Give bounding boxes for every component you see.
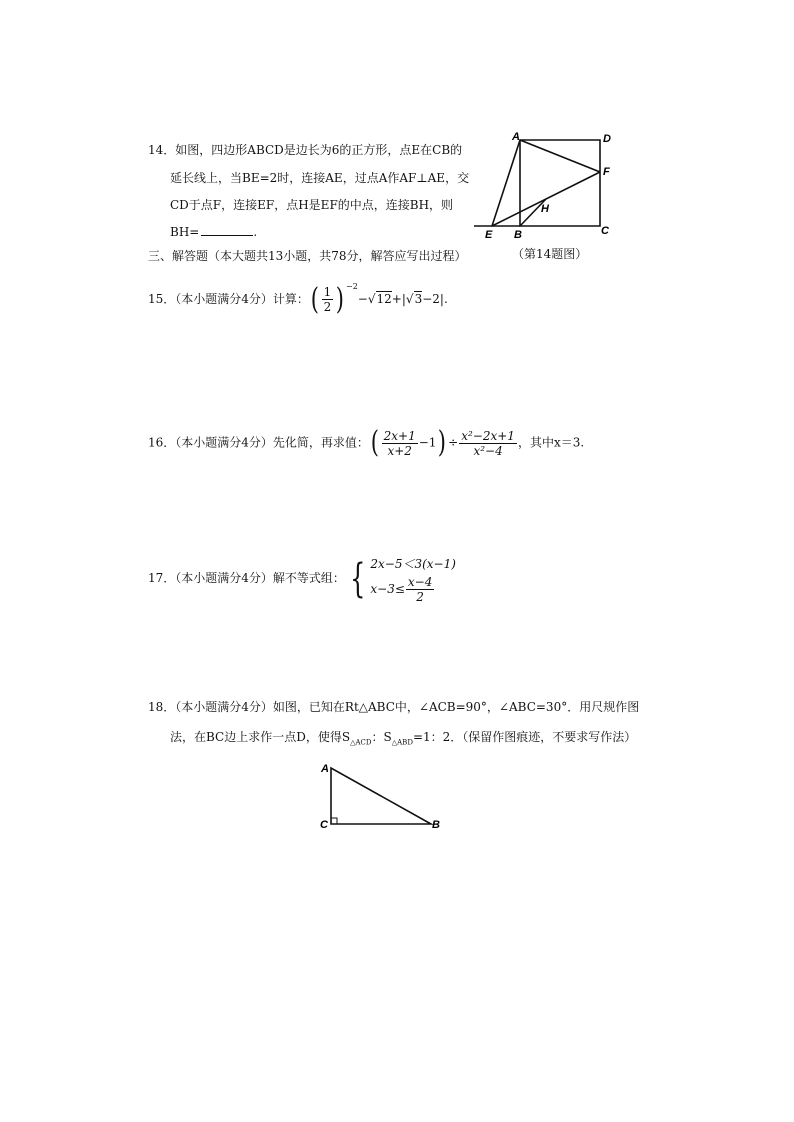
label-e: E	[485, 229, 493, 240]
label-a: A	[512, 131, 520, 143]
label-d: D	[603, 133, 611, 145]
label-b: B	[514, 229, 522, 240]
q17-ineq2-den: 2	[416, 590, 424, 604]
q15-minus: −	[357, 292, 368, 306]
label-c: C	[320, 819, 328, 831]
q15-number: 15．	[148, 292, 176, 306]
q16-divide: ÷	[448, 435, 459, 450]
q16-suffix: ，其中x＝3.	[517, 435, 585, 450]
q17-brace: {	[350, 555, 366, 602]
q15-plus: +	[391, 292, 402, 306]
q16-den1: x+2	[387, 443, 412, 458]
section-3-title: 三、解答题（本大题共13小题，共78分，解答应写出过程）	[148, 249, 467, 263]
q15-prefix: （本小题满分4分）计算：	[175, 292, 309, 306]
q15-frac-num: 1	[323, 285, 332, 299]
q16-prefix: （本小题满分4分）先化简，再求值：	[175, 435, 369, 450]
q18-text-2b: =1：2．（保留作图痕迹，不要求写作法）	[412, 730, 637, 744]
segment-ae	[492, 140, 520, 226]
q18-figure	[318, 760, 448, 832]
q18-text-2a: 法，在BC边上求作一点D，使得S	[170, 730, 351, 744]
q16-minus1: −1	[418, 435, 437, 450]
q18-sub-abd: △ABD	[391, 738, 413, 747]
q15-frac-den: 2	[323, 300, 332, 314]
q16-num1: 2x+1	[383, 428, 416, 443]
q18-line2	[170, 730, 636, 749]
right-angle-mark	[331, 818, 337, 824]
q17-system	[370, 553, 456, 604]
q14-line2: 延长线上，当BE=2时，连接AE，过点A作AF⊥AE，交	[170, 171, 470, 185]
q15-rparen: )	[336, 281, 345, 317]
q16	[148, 425, 585, 460]
label-h: H	[541, 203, 549, 215]
segment-af	[520, 140, 600, 172]
q15-sqrt3: 3	[414, 292, 423, 306]
q14-line1	[148, 143, 462, 157]
q15: 15．（本小题满分4分）计算：( $\frac{1}{2}$ ) $^{-2}$−√12+|√3−2|.	[148, 281, 448, 317]
q15-fraction	[322, 285, 334, 314]
q17-ineq2-fraction	[406, 575, 434, 604]
q17-prefix: （本小题满分4分）解不等式组：	[175, 571, 345, 585]
q18-text-1: （本小题满分4分）如图，已知在Rt△ABC中，∠ACB=90°，∠ABC=30°．用尺规作图	[175, 700, 640, 714]
label-b: B	[432, 819, 440, 831]
q16-rparen: )	[438, 425, 447, 460]
q16-lparen: (	[370, 425, 379, 460]
q15-exponent: −2	[346, 282, 358, 291]
q16-fraction-2	[459, 429, 517, 458]
q16-number: 16．	[148, 435, 176, 450]
q18-line1	[148, 700, 639, 714]
q17-inequality-2	[370, 575, 456, 604]
q14-answer-blank[interactable]	[201, 225, 253, 236]
triangle-abc	[331, 768, 431, 824]
q14-text-1: 如图，四边形ABCD是边长为6的正方形，点E在CB的	[175, 143, 463, 157]
q15-sqrt12: 12	[376, 292, 392, 306]
q17-inequality-1: 2x−5＜3(x−1)	[370, 557, 456, 571]
q17-ineq2-num: x−4	[407, 575, 433, 589]
q16-den2: x²−4	[473, 443, 503, 458]
q17-number: 17．	[148, 571, 176, 585]
q14-caption: （第14题图）	[512, 247, 588, 261]
q14-figure	[470, 128, 620, 240]
q15-lparen: (	[310, 281, 319, 317]
q16-fraction-1	[382, 429, 418, 458]
q18-colon: ：S	[371, 730, 392, 744]
label-f: F	[603, 166, 610, 178]
q17	[148, 553, 456, 604]
q16-num2: x²−2x+1	[461, 428, 515, 443]
q14-answer-label: BH=	[170, 225, 200, 239]
q14-line4	[170, 225, 257, 239]
q18-sub-acd: △ACD	[350, 738, 372, 747]
label-c: C	[601, 225, 609, 237]
q14-line3: CD于点F，连接EF，点H是EF的中点，连接BH，则	[170, 198, 454, 212]
q18-number: 18．	[148, 700, 176, 714]
q17-ineq2-left: x−3≤	[370, 582, 405, 596]
q15-minus2: −2	[422, 292, 440, 306]
q15-period: .	[443, 292, 448, 306]
label-a: A	[321, 763, 329, 775]
q14-period: .	[253, 225, 258, 239]
q14-number: 14．	[148, 143, 176, 157]
